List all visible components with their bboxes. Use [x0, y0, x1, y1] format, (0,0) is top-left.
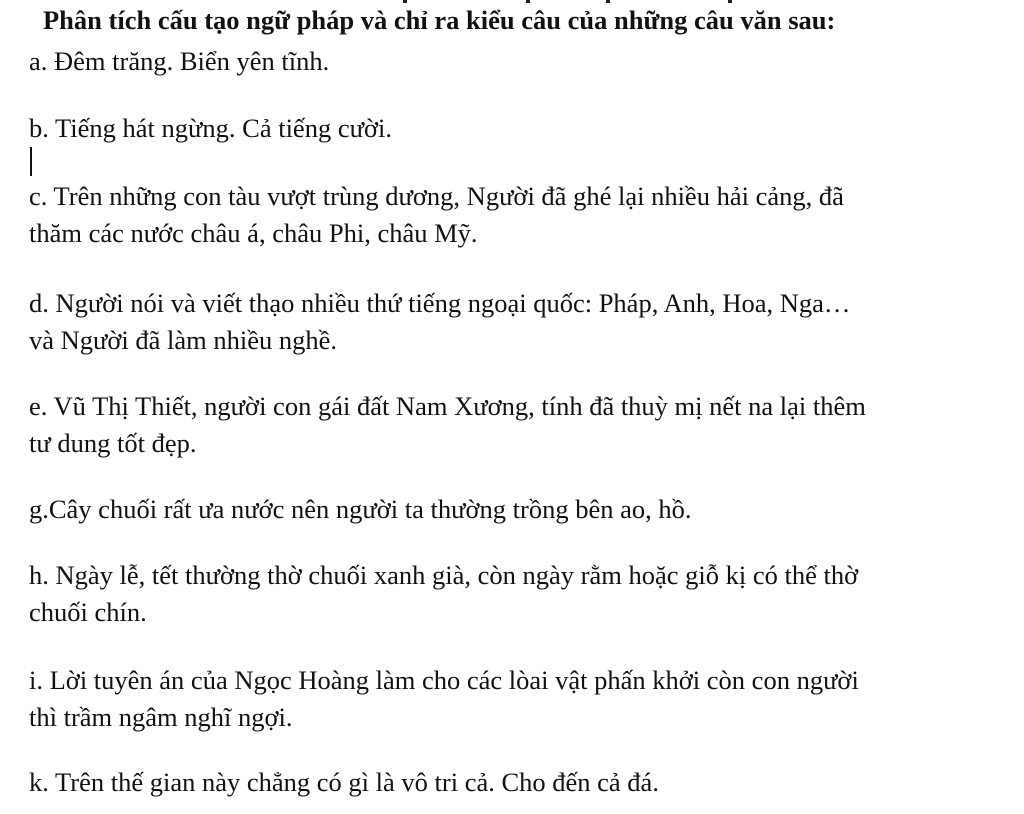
text-line: g.Cây chuối rất ưa nước nên người ta thường trồng bên ao, hồ.	[29, 494, 692, 524]
text-line: d. Người nói và viết thạo nhiều thứ tiếng ngoại quốc: Pháp, Anh, Hoa, Nga…	[29, 288, 851, 318]
sentence-h	[29, 557, 994, 631]
text-line: thì trầm ngâm nghĩ ngợi.	[29, 702, 293, 732]
sentence-d	[29, 285, 994, 359]
text-line: a. Đêm trăng. Biển yên tĩnh.	[29, 46, 330, 76]
sentence-g	[29, 491, 994, 528]
sentence-a	[29, 43, 994, 80]
text-line: và Người đã làm nhiều nghề.	[29, 325, 338, 355]
text-line: h. Ngày lễ, tết thường thờ chuối xanh già, còn ngày rằm hoặc giỗ kị có thể thờ	[29, 560, 859, 590]
text-line: k. Trên thế gian này chẳng có gì là vô tri cả. Cho đến cả đá.	[29, 767, 659, 797]
text-line: i. Lời tuyên án của Ngọc Hoàng làm cho các lòai vật phấn khởi còn con người	[29, 665, 859, 695]
sentence-c	[29, 178, 994, 252]
sentence-i	[29, 662, 994, 736]
text-line: b. Tiếng hát ngừng. Cả tiếng cười.	[29, 113, 392, 143]
text-line: chuối chín.	[29, 597, 147, 627]
sentence-b	[29, 110, 994, 147]
text-line: thăm các nước châu á, châu Phi, châu Mỹ.	[29, 218, 478, 248]
text-line: c. Trên những con tàu vượt trùng dương, Người đã ghé lại nhiều hải cảng, đã	[29, 181, 844, 211]
text-line: e. Vũ Thị Thiết, người con gái đất Nam Xương, tính đã thuỳ mị nết na lại thêm	[29, 391, 866, 421]
sentence-k	[29, 764, 994, 801]
sentence-e	[29, 388, 994, 462]
text-line: tư dung tốt đẹp.	[29, 428, 197, 458]
exercise-title: Phân tích cấu tạo ngữ pháp và chỉ ra kiểu câu của những câu văn sau:	[43, 5, 836, 35]
text-cursor	[30, 147, 32, 176]
